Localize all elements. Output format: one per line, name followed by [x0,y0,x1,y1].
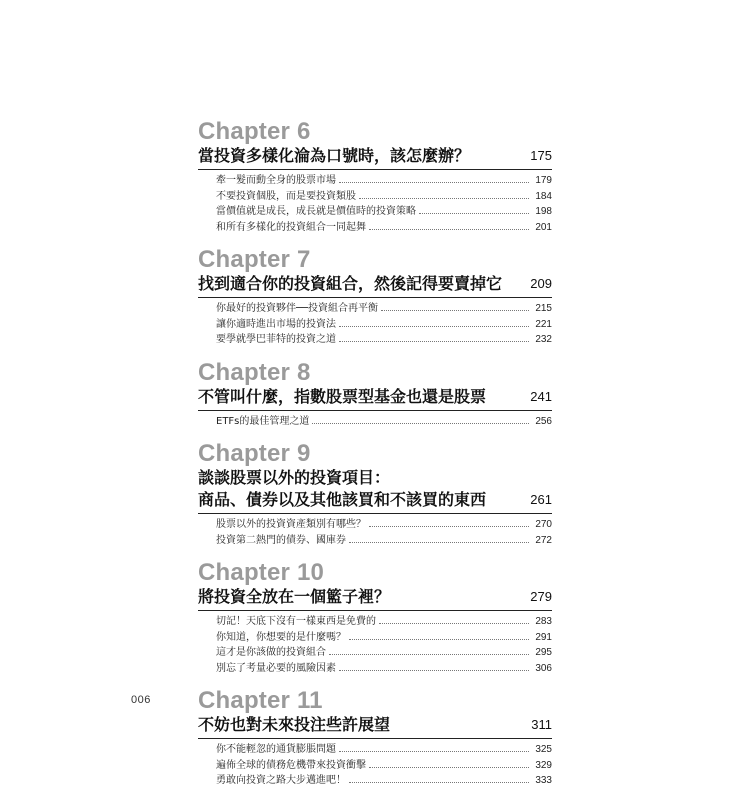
section-title: ETFs的最佳管理之道 [216,415,310,427]
chapter-page-number: 175 [530,148,552,163]
section-entry [198,661,552,677]
chapter-title-line: 找到適合你的投資組合，然後記得要賣掉它 [198,274,503,293]
chapter-title-line: 當投資多樣化淪為口號時，該怎麼辦？ [198,146,471,165]
section-title: 當價值就是成長，成長就是價值時的投資策略 [216,206,416,218]
dot-leader [339,326,529,327]
section-list [198,742,552,789]
chapter-heading [198,386,552,411]
chapter-title-line: 不妨也對未來投注些許展望 [198,715,391,734]
dot-leader [339,341,529,342]
section-page-number: 184 [535,190,552,202]
chapter-title [198,145,470,167]
section-title: 牽一髮而動全身的股票市場 [216,175,336,187]
chapter-block [198,441,552,548]
chapter-block [198,119,552,235]
chapter-page-number: 279 [530,589,552,604]
section-page-number: 306 [535,662,552,674]
chapter-title [198,714,390,736]
dot-leader [379,623,529,624]
section-page-number: 325 [535,744,552,756]
section-list [198,173,552,235]
section-title: 你最好的投資夥伴──投資組合再平衡 [216,303,379,315]
chapter-heading [198,273,552,298]
dot-leader [339,751,529,752]
section-title: 投資第二熱門的債券、國庫券 [216,534,346,546]
section-list [198,517,552,548]
dot-leader [312,423,529,424]
chapter-heading [198,714,552,739]
chapter-block [198,360,552,430]
chapter-block [198,560,552,676]
chapter-label: Chapter 7 [198,246,311,273]
dot-leader [349,542,529,543]
chapter-heading [198,145,552,170]
section-entry [198,517,552,533]
section-entry [198,758,552,774]
chapter-heading [198,586,552,611]
section-title: 不要投資個股，而是要投資類股 [216,190,356,202]
chapter-block [198,247,552,348]
dot-leader [349,782,529,783]
section-entry [198,317,552,333]
section-title: 股票以外的投資資產類別有哪些？ [216,519,366,531]
section-page-number: 201 [535,221,552,233]
dot-leader [369,526,529,527]
chapter-title-line: 談談股票以外的投資項目： [198,468,391,487]
chapter-label: Chapter 9 [198,440,311,467]
section-title: 這才是你該做的投資組合 [216,647,326,659]
section-entry [198,204,552,220]
chapter-title-line: 商品、債券以及其他該買和不該買的東西 [198,490,487,509]
table-of-contents [198,119,552,789]
section-entry [198,173,552,189]
dot-leader [369,767,529,768]
section-page-number: 333 [535,775,552,787]
dot-leader [369,229,529,230]
section-page-number: 198 [535,206,552,218]
chapter-title [198,273,502,295]
chapter-heading [198,467,552,514]
section-list [198,414,552,430]
section-page-number: 179 [535,175,552,187]
section-title: 讓你適時進出市場的投資法 [216,318,336,330]
chapter-page-number: 311 [531,717,552,732]
section-title: 切記！天底下沒有一樣東西是免費的 [216,616,376,628]
section-page-number: 232 [535,334,552,346]
chapter-label: Chapter 11 [198,687,323,714]
section-entry [198,533,552,549]
chapter-block [198,688,552,789]
section-entry [198,332,552,348]
chapter-title-line: 將投資全放在一個籃子裡？ [198,587,391,606]
section-page-number: 283 [535,616,552,628]
section-title: 要學就學巴菲特的投資之道 [216,334,336,346]
section-entry [198,301,552,317]
chapter-label: Chapter 8 [198,358,311,386]
section-page-number: 215 [535,303,552,315]
dot-leader [419,213,529,214]
dot-leader [359,198,529,199]
section-page-number: 291 [535,631,552,643]
section-title: 你不能輕忽的通貨膨脹問題 [216,744,336,756]
dot-leader [381,310,529,311]
section-title: 勇敢向投資之路大步邁進吧！ [216,775,346,787]
section-list [198,301,552,348]
section-entry [198,614,552,630]
dot-leader [339,182,529,183]
section-page-number: 295 [535,647,552,659]
section-page-number: 256 [535,415,552,427]
chapter-title [198,467,486,511]
page-number: 006 [131,694,151,706]
chapter-title [198,586,390,608]
section-page-number: 270 [535,519,552,531]
dot-leader [329,654,529,655]
section-title: 你知道，你想要的是什麼嗎？ [216,631,346,643]
chapter-page-number: 241 [530,388,552,404]
section-list [198,614,552,676]
dot-leader [349,639,529,640]
section-page-number: 221 [535,318,552,330]
section-entry [198,645,552,661]
section-title: 遍佈全球的債務危機帶來投資衝擊 [216,759,366,771]
section-entry [198,189,552,205]
section-title: 和所有多樣化的投資組合一同起舞 [216,221,366,233]
chapter-label: Chapter 10 [198,559,325,586]
section-entry [198,220,552,236]
chapter-label: Chapter 6 [198,118,311,145]
section-page-number: 329 [535,759,552,771]
section-page-number: 272 [535,534,552,546]
section-entry [198,773,552,789]
chapter-title-line: 不管叫什麼，指數股票型基金也還是股票 [198,386,487,406]
section-entry [198,630,552,646]
chapter-title [198,386,486,408]
chapter-page-number: 209 [530,276,552,291]
section-entry [198,414,552,430]
section-title: 別忘了考量必要的風險因素 [216,662,336,674]
dot-leader [339,670,529,671]
chapter-page-number: 261 [530,492,552,507]
